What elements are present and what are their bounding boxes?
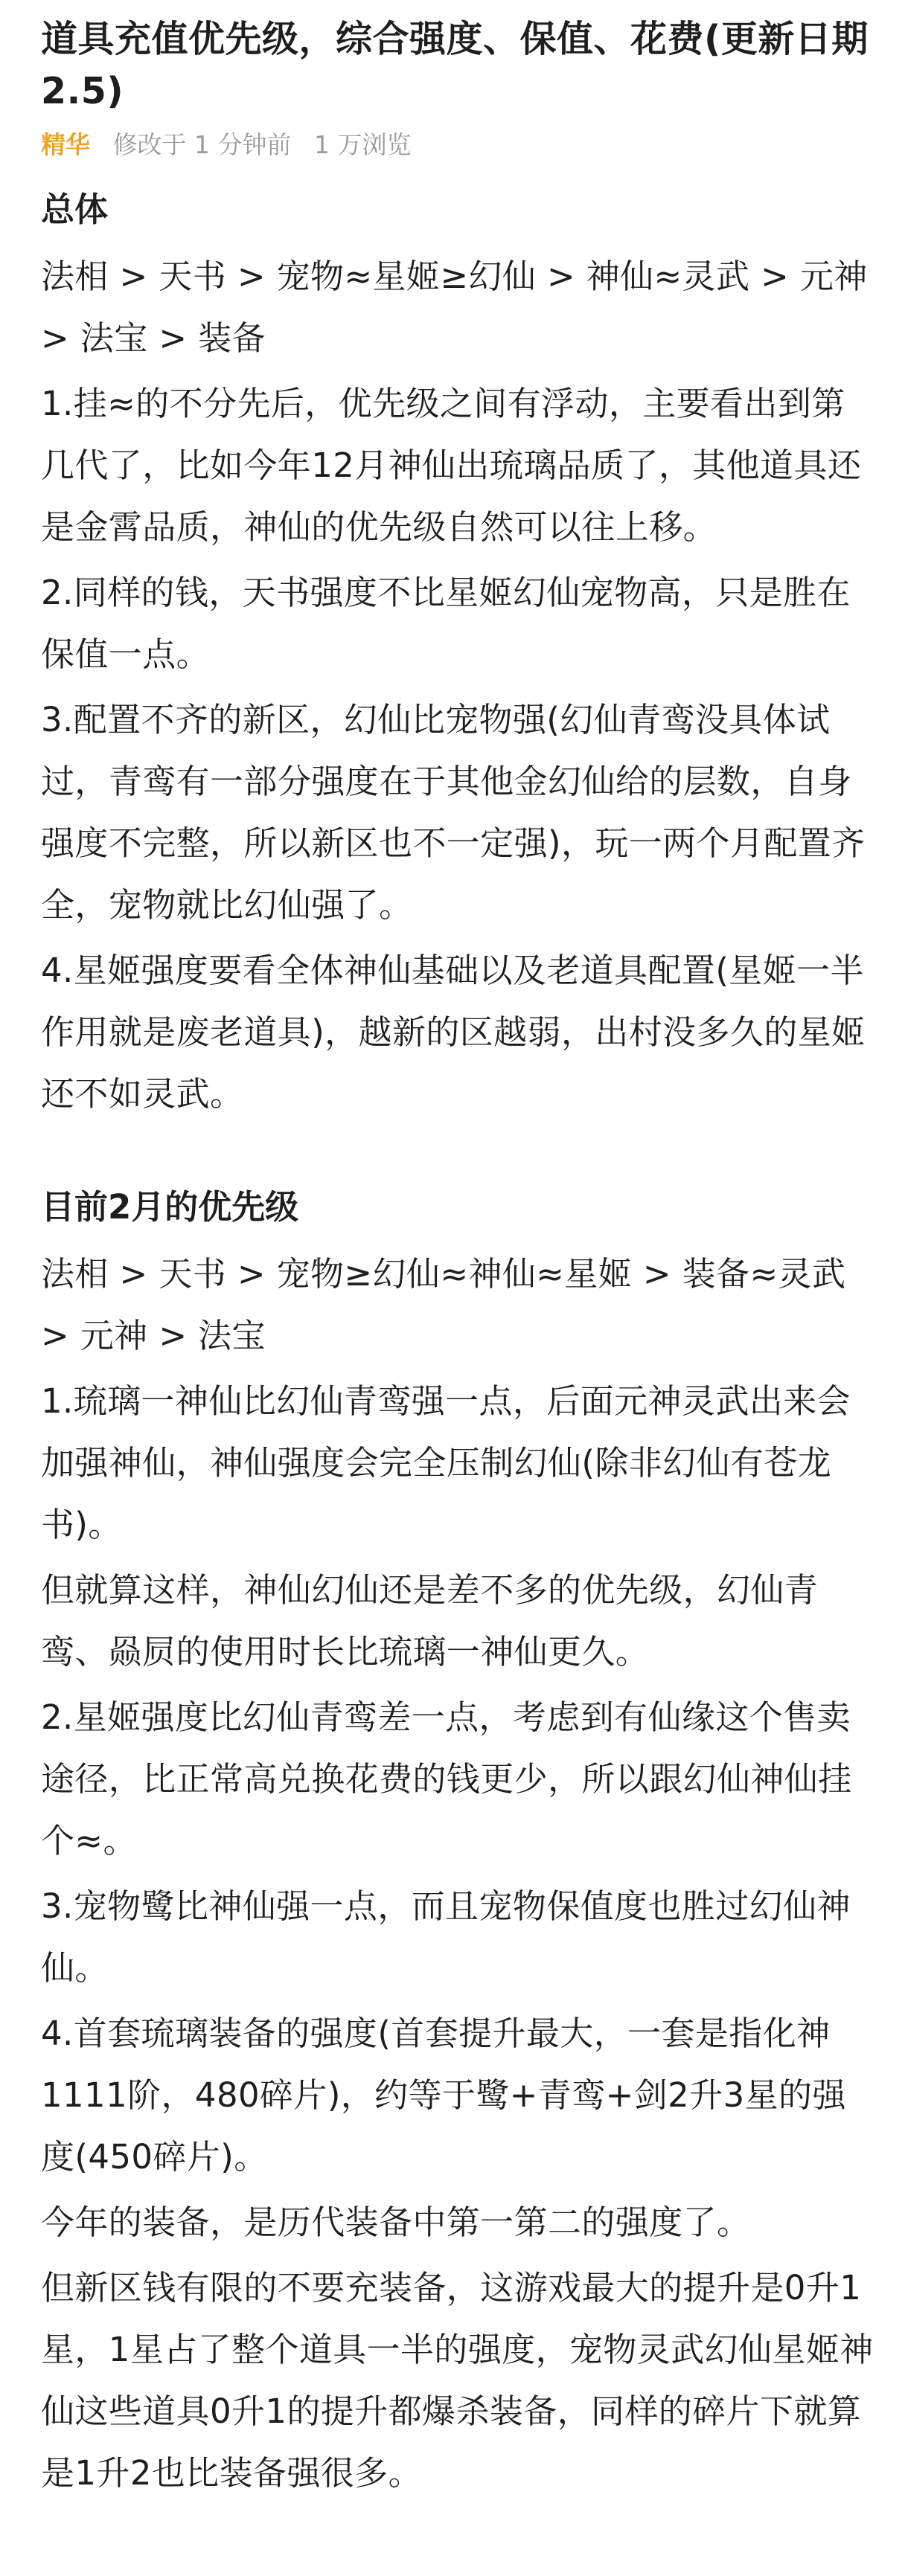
paragraph: 今年的装备，是历代装备中第一第二的强度了。: [41, 2203, 751, 2242]
paragraph: 3.配置不齐的新区，幻仙比宠物强(幻仙青鸾没具体试过，青鸾有一部分强度在于其他金幻仙给的层数，自身强度不完整，所以新区也不一定强)，玩一两个月配置齐全，宠物就比幻仙强了。: [41, 700, 866, 925]
paragraph: 3.宠物鹭比神仙强一点，而且宠物保值度也胜过幻仙神仙。: [41, 1886, 851, 1988]
section-heading: 目前2月的优先级: [41, 1187, 299, 1227]
paragraph: 但新区钱有限的不要充装备，这游戏最大的提升是0升1星，1星占了整个道具一半的强度，宠物灵武幻仙星姬神仙这些道具0升1的提升都爆杀装备，同样的碎片下就算是1升2也比装备强很多。: [41, 2268, 874, 2493]
edited-time: 修改于 1 分钟前: [112, 130, 292, 159]
section-february: [41, 1181, 877, 2504]
article-title: 道具充值优先级，综合强度、保值、花费(更新日期2.5): [41, 18, 869, 112]
section-overall: [41, 183, 877, 1125]
priority-order: 法相 > 天书 > 宠物≈星姬≥幻仙 > 神仙≈灵武 > 元神 > 法宝 > 装备: [41, 257, 868, 358]
paragraph: 2.同样的钱，天书强度不比星姬幻仙宠物高，只是胜在保值一点。: [41, 573, 851, 674]
paragraph: 1.挂≈的不分先后，优先级之间有浮动，主要看出到第几代了，比如今年12月神仙出琉璃品质了，其他道具还是金霄品质，神仙的优先级自然可以往上移。: [41, 384, 862, 547]
paragraph: 但就算这样，神仙幻仙还是差不多的优先级，幻仙青鸾、赑屃的使用时长比琉璃一神仙更久。: [41, 1570, 819, 1671]
section-heading: 总体: [41, 190, 109, 229]
section-gap: [41, 1128, 877, 1181]
priority-order: 法相 > 天书 > 宠物≥幻仙≈神仙≈星姬 > 装备≈灵武 > 元神 > 法宝: [41, 1254, 846, 1355]
paragraph: 1.琉璃一神仙比幻仙青鸾强一点，后面元神灵武出来会加强神仙，神仙强度会完全压制幻仙(除非幻仙有苍龙书)。: [41, 1381, 851, 1544]
paragraph: 4.星姬强度要看全体神仙基础以及老道具配置(星姬一半作用就是废老道具)，越新的区越弱，出村没多久的星姬还不如灵武。: [41, 951, 866, 1114]
paragraph: 2.星姬强度比幻仙青鸾差一点，考虑到有仙缘这个售卖途径，比正常高兑换花费的钱更少，所以跟幻仙神仙挂个≈。: [41, 1697, 852, 1860]
view-count: 1 万浏览: [313, 130, 412, 159]
featured-badge: 精华: [41, 130, 90, 159]
paragraph: 4.首套琉璃装备的强度(首套提升最大，一套是指化神1111阶，480碎片)，约等于鹭+青鸾+剑2升3星的强度(450碎片)。: [41, 2014, 846, 2177]
article-meta: [41, 126, 877, 164]
